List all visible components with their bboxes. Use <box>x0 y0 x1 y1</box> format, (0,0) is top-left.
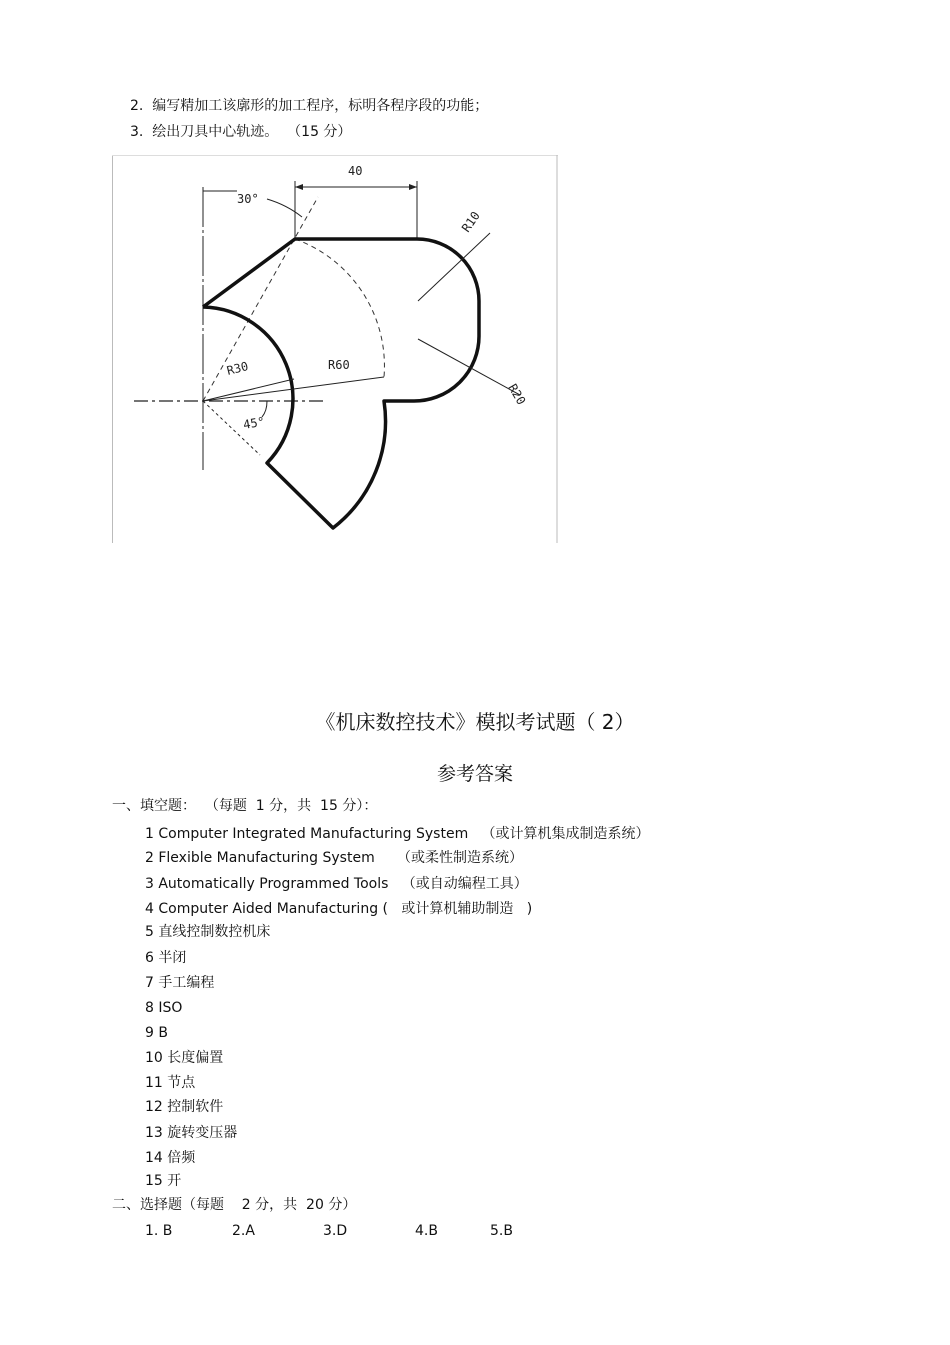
choice-answer: 2.A <box>232 1223 255 1239</box>
answer-item: 4 Computer Aided Manufacturing ( 或计算机辅助制造 ) <box>145 901 533 917</box>
answer-item: 3 Automatically Programmed Tools （或自动编程工具） <box>145 876 528 892</box>
profile-drawing <box>112 155 558 543</box>
answer-item: 13 旋转变压器 <box>145 1125 238 1141</box>
choice-answer: 5.B <box>490 1223 513 1239</box>
section-1-heading: 一、填空题： （每题 1 分，共 15 分）： <box>112 798 378 814</box>
answer-item: 5 直线控制数控机床 <box>145 924 271 940</box>
answer-item: 14 倍频 <box>145 1150 196 1166</box>
r60-label: R60 <box>328 358 350 372</box>
answer-item: 12 控制软件 <box>145 1099 224 1115</box>
question-3: 3. 绘出刀具中心轨迹。 （15 分） <box>130 124 352 140</box>
angle-45-label: 45° <box>242 414 266 432</box>
choice-answer: 1. B <box>145 1223 173 1239</box>
answer-item: 7 手工编程 <box>145 975 215 991</box>
r10-label: R10 <box>458 208 483 235</box>
answer-item: 2 Flexible Manufacturing System （或柔性制造系统） <box>145 850 523 866</box>
r30-label: R30 <box>225 359 250 378</box>
answer-item: 1 Computer Integrated Manufacturing System （或计算机集成制造系统） <box>145 826 650 842</box>
answer-item: 9 B <box>145 1025 168 1041</box>
question-2: 2. 编写精加工该廓形的加工程序，标明各程序段的功能； <box>130 98 489 114</box>
answer-item: 6 半闭 <box>145 950 187 966</box>
answer-key-heading: 参考答案 <box>436 763 513 785</box>
r20-label: R20 <box>505 381 529 408</box>
choice-answer: 3.D <box>323 1223 348 1239</box>
dim-40-label: 40 <box>348 164 363 178</box>
answer-item: 15 开 <box>145 1173 182 1189</box>
exam-title: 《机床数控技术》模拟考试题（ 2） <box>315 710 635 734</box>
answer-item: 8 ISO <box>145 1000 183 1016</box>
angle-30-label: 30° <box>237 192 259 206</box>
choice-answer: 4.B <box>415 1223 438 1239</box>
section-2-heading: 二、选择题（每题 2 分，共 20 分） <box>112 1197 357 1213</box>
answer-item: 10 长度偏置 <box>145 1050 224 1066</box>
answer-item: 11 节点 <box>145 1075 196 1091</box>
